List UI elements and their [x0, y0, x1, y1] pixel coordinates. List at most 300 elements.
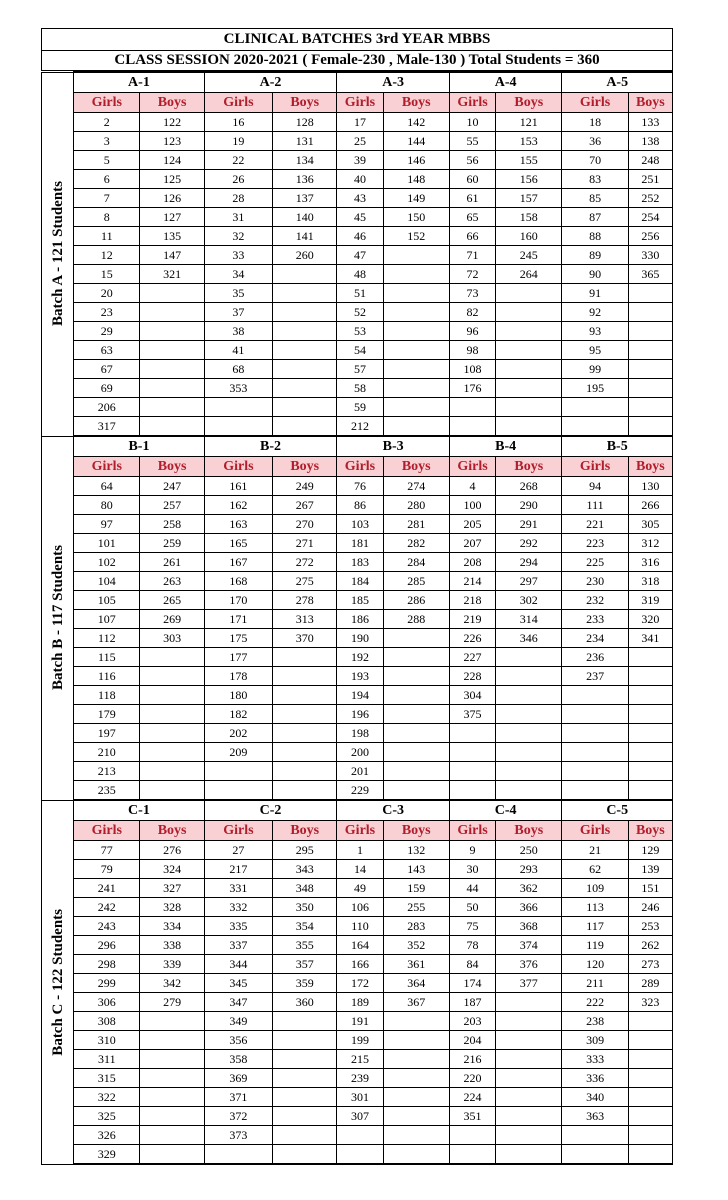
girl-roll-cell: 9	[449, 841, 495, 860]
boy-roll-cell	[496, 648, 562, 667]
boy-roll-cell	[140, 417, 204, 437]
boy-roll-cell: 281	[383, 515, 449, 534]
boy-roll-cell: 132	[383, 841, 449, 860]
table-row	[42, 841, 673, 860]
girl-roll-cell: 191	[337, 1012, 383, 1031]
table-row	[42, 955, 673, 974]
girl-roll-cell	[562, 705, 628, 724]
boy-roll-cell: 288	[383, 610, 449, 629]
girl-roll-cell: 241	[74, 879, 140, 898]
boys-header: Boys	[496, 821, 562, 841]
girl-roll-cell: 184	[337, 572, 383, 591]
boy-roll-cell: 268	[496, 477, 562, 496]
girl-roll-cell: 301	[337, 1088, 383, 1107]
girl-roll-cell: 163	[204, 515, 272, 534]
boy-roll-cell: 377	[496, 974, 562, 993]
boy-roll-cell	[496, 303, 562, 322]
girl-roll-cell: 86	[337, 496, 383, 515]
boy-roll-cell	[273, 1050, 337, 1069]
table-row	[42, 936, 673, 955]
girl-roll-cell: 22	[204, 151, 272, 170]
table-row	[42, 974, 673, 993]
group-name: B-5	[562, 436, 673, 457]
girl-roll-cell: 4	[449, 477, 495, 496]
boys-header: Boys	[140, 93, 204, 113]
girl-roll-cell: 216	[449, 1050, 495, 1069]
boy-roll-cell: 262	[628, 936, 672, 955]
table-row	[42, 322, 673, 341]
girl-roll-cell: 27	[204, 841, 272, 860]
girl-roll-cell: 165	[204, 534, 272, 553]
girl-roll-cell	[449, 743, 495, 762]
girl-roll-cell: 48	[337, 265, 383, 284]
boy-roll-cell: 265	[140, 591, 204, 610]
girl-roll-cell: 197	[74, 724, 140, 743]
table-row	[42, 898, 673, 917]
girl-roll-cell: 225	[562, 553, 628, 572]
boy-roll-cell	[628, 1145, 672, 1165]
boy-roll-cell	[628, 303, 672, 322]
girl-roll-cell: 218	[449, 591, 495, 610]
boy-roll-cell	[496, 1050, 562, 1069]
boy-roll-cell	[273, 360, 337, 379]
girl-roll-cell: 331	[204, 879, 272, 898]
boy-roll-cell: 129	[628, 841, 672, 860]
girls-header: Girls	[562, 821, 628, 841]
boy-roll-cell	[383, 284, 449, 303]
girl-roll-cell: 30	[449, 860, 495, 879]
girl-roll-cell: 67	[74, 360, 140, 379]
girl-roll-cell	[562, 762, 628, 781]
girl-roll-cell: 200	[337, 743, 383, 762]
boy-roll-cell: 318	[628, 572, 672, 591]
boy-roll-cell: 271	[273, 534, 337, 553]
girl-roll-cell: 45	[337, 208, 383, 227]
batch-label-cell	[42, 800, 74, 1164]
girl-roll-cell: 214	[449, 572, 495, 591]
boy-roll-cell	[496, 743, 562, 762]
girl-roll-cell	[204, 398, 272, 417]
boy-roll-cell	[383, 667, 449, 686]
boy-roll-cell	[496, 686, 562, 705]
girl-roll-cell: 307	[337, 1107, 383, 1126]
girl-roll-cell	[562, 1126, 628, 1145]
girl-roll-cell: 326	[74, 1126, 140, 1145]
boy-roll-cell: 148	[383, 170, 449, 189]
boy-roll-cell	[383, 743, 449, 762]
girl-roll-cell: 47	[337, 246, 383, 265]
boy-roll-cell: 137	[273, 189, 337, 208]
girl-roll-cell: 55	[449, 132, 495, 151]
boy-roll-cell	[273, 417, 337, 437]
boy-roll-cell	[496, 1107, 562, 1126]
girl-roll-cell: 340	[562, 1088, 628, 1107]
boy-roll-cell	[496, 322, 562, 341]
boys-header: Boys	[383, 821, 449, 841]
girls-header: Girls	[562, 457, 628, 477]
girl-roll-cell: 17	[337, 113, 383, 132]
boy-roll-cell: 361	[383, 955, 449, 974]
boy-roll-cell: 292	[496, 534, 562, 553]
girl-roll-cell	[449, 417, 495, 437]
boy-roll-cell	[383, 686, 449, 705]
girl-roll-cell: 50	[449, 898, 495, 917]
boys-header: Boys	[140, 821, 204, 841]
table-row	[42, 170, 673, 189]
girls-header: Girls	[204, 457, 272, 477]
girl-roll-cell: 18	[562, 113, 628, 132]
girl-roll-cell: 311	[74, 1050, 140, 1069]
girl-roll-cell: 54	[337, 341, 383, 360]
boy-roll-cell	[628, 705, 672, 724]
boy-roll-cell: 313	[273, 610, 337, 629]
boy-roll-cell	[496, 1031, 562, 1050]
girls-header: Girls	[74, 457, 140, 477]
girl-roll-cell: 372	[204, 1107, 272, 1126]
girl-roll-cell: 183	[337, 553, 383, 572]
boy-roll-cell	[140, 398, 204, 417]
boy-roll-cell	[496, 379, 562, 398]
girl-roll-cell: 243	[74, 917, 140, 936]
boy-roll-cell: 123	[140, 132, 204, 151]
group-name: C-1	[74, 800, 205, 821]
girl-roll-cell: 180	[204, 686, 272, 705]
boy-roll-cell	[383, 1088, 449, 1107]
group-name: A-3	[337, 72, 450, 93]
boy-roll-cell: 248	[628, 151, 672, 170]
girl-roll-cell: 89	[562, 246, 628, 265]
girl-roll-cell: 221	[562, 515, 628, 534]
boy-roll-cell: 153	[496, 132, 562, 151]
girl-roll-cell: 228	[449, 667, 495, 686]
girl-roll-cell: 224	[449, 1088, 495, 1107]
table-row	[42, 417, 673, 437]
group-name: A-1	[74, 72, 205, 93]
girl-roll-cell: 209	[204, 743, 272, 762]
boy-roll-cell: 366	[496, 898, 562, 917]
girl-roll-cell: 202	[204, 724, 272, 743]
girl-roll-cell: 103	[337, 515, 383, 534]
girl-roll-cell: 217	[204, 860, 272, 879]
boy-roll-cell: 362	[496, 879, 562, 898]
girl-roll-cell: 119	[562, 936, 628, 955]
girls-header: Girls	[337, 457, 383, 477]
girl-roll-cell: 80	[74, 496, 140, 515]
boy-roll-cell	[628, 743, 672, 762]
table-row	[42, 379, 673, 398]
girl-roll-cell: 40	[337, 170, 383, 189]
girl-roll-cell: 226	[449, 629, 495, 648]
boy-roll-cell: 146	[383, 151, 449, 170]
girl-roll-cell: 34	[204, 265, 272, 284]
boy-roll-cell	[273, 705, 337, 724]
boy-roll-cell: 140	[273, 208, 337, 227]
table-row	[42, 686, 673, 705]
boy-roll-cell	[628, 322, 672, 341]
boy-roll-cell: 273	[628, 955, 672, 974]
boy-roll-cell	[628, 686, 672, 705]
girl-roll-cell: 178	[204, 667, 272, 686]
girl-roll-cell: 101	[74, 534, 140, 553]
girl-roll-cell: 69	[74, 379, 140, 398]
boy-roll-cell	[383, 417, 449, 437]
girl-roll-cell: 25	[337, 132, 383, 151]
boy-roll-cell: 370	[273, 629, 337, 648]
boy-roll-cell: 144	[383, 132, 449, 151]
girl-roll-cell: 57	[337, 360, 383, 379]
girl-roll-cell	[337, 1126, 383, 1145]
boy-roll-cell: 247	[140, 477, 204, 496]
boy-roll-cell	[273, 341, 337, 360]
girl-roll-cell	[449, 762, 495, 781]
girl-roll-cell: 49	[337, 879, 383, 898]
girl-roll-cell: 8	[74, 208, 140, 227]
girls-header: Girls	[449, 93, 495, 113]
girl-roll-cell: 5	[74, 151, 140, 170]
table-row	[42, 496, 673, 515]
table-row	[42, 132, 673, 151]
boy-roll-cell	[628, 1050, 672, 1069]
girl-roll-cell: 71	[449, 246, 495, 265]
boy-roll-cell	[273, 1088, 337, 1107]
boy-roll-cell	[383, 1050, 449, 1069]
girl-roll-cell: 84	[449, 955, 495, 974]
girl-roll-cell: 108	[449, 360, 495, 379]
girls-header: Girls	[74, 821, 140, 841]
girl-roll-cell: 353	[204, 379, 272, 398]
table-row	[42, 534, 673, 553]
girls-header: Girls	[337, 93, 383, 113]
boy-roll-cell	[383, 341, 449, 360]
boy-roll-cell	[496, 398, 562, 417]
boy-roll-cell: 267	[273, 496, 337, 515]
boy-roll-cell: 263	[140, 572, 204, 591]
boy-roll-cell: 256	[628, 227, 672, 246]
girl-roll-cell: 170	[204, 591, 272, 610]
girl-roll-cell: 76	[337, 477, 383, 496]
boy-roll-cell: 266	[628, 496, 672, 515]
girl-roll-cell: 88	[562, 227, 628, 246]
boy-roll-cell	[383, 1145, 449, 1165]
girl-roll-cell	[562, 1145, 628, 1165]
table-row	[42, 917, 673, 936]
table-row	[42, 113, 673, 132]
group-name: B-3	[337, 436, 450, 457]
table-row	[42, 189, 673, 208]
boy-roll-cell	[628, 1031, 672, 1050]
girl-roll-cell: 198	[337, 724, 383, 743]
boy-roll-cell: 133	[628, 113, 672, 132]
boy-roll-cell	[273, 648, 337, 667]
girl-roll-cell: 199	[337, 1031, 383, 1050]
boy-roll-cell	[496, 762, 562, 781]
table-row	[42, 1107, 673, 1126]
boy-roll-cell: 291	[496, 515, 562, 534]
boy-roll-cell: 368	[496, 917, 562, 936]
girl-roll-cell: 175	[204, 629, 272, 648]
girl-roll-cell: 345	[204, 974, 272, 993]
boy-roll-cell	[140, 322, 204, 341]
girl-roll-cell: 208	[449, 553, 495, 572]
boy-roll-cell	[628, 1107, 672, 1126]
girl-roll-cell: 70	[562, 151, 628, 170]
boy-roll-cell: 280	[383, 496, 449, 515]
girl-roll-cell: 82	[449, 303, 495, 322]
boy-roll-cell	[383, 1107, 449, 1126]
boy-roll-cell	[273, 398, 337, 417]
boy-roll-cell: 278	[273, 591, 337, 610]
girl-roll-cell: 83	[562, 170, 628, 189]
boy-roll-cell: 134	[273, 151, 337, 170]
girl-roll-cell: 64	[74, 477, 140, 496]
girl-roll-cell	[449, 781, 495, 801]
boys-header: Boys	[496, 93, 562, 113]
boy-roll-cell	[383, 629, 449, 648]
boy-roll-cell	[273, 1145, 337, 1165]
girl-roll-cell: 32	[204, 227, 272, 246]
boy-roll-cell: 141	[273, 227, 337, 246]
boys-header: Boys	[273, 93, 337, 113]
boy-roll-cell: 126	[140, 189, 204, 208]
girl-roll-cell: 59	[337, 398, 383, 417]
boy-roll-cell	[273, 1031, 337, 1050]
girl-roll-cell: 375	[449, 705, 495, 724]
girl-roll-cell: 61	[449, 189, 495, 208]
boy-roll-cell	[273, 379, 337, 398]
girl-roll-cell: 299	[74, 974, 140, 993]
girl-roll-cell	[204, 781, 272, 801]
table-row	[42, 151, 673, 170]
boy-roll-cell	[628, 667, 672, 686]
boy-roll-cell: 152	[383, 227, 449, 246]
boy-roll-cell	[273, 781, 337, 801]
girl-roll-cell: 358	[204, 1050, 272, 1069]
boy-roll-cell	[628, 417, 672, 437]
boy-roll-cell	[383, 246, 449, 265]
boy-roll-cell: 350	[273, 898, 337, 917]
girl-roll-cell: 349	[204, 1012, 272, 1031]
boys-header: Boys	[496, 457, 562, 477]
table-row	[42, 341, 673, 360]
girl-roll-cell: 112	[74, 629, 140, 648]
boy-roll-cell: 289	[628, 974, 672, 993]
table-row	[42, 724, 673, 743]
boy-roll-cell	[628, 1126, 672, 1145]
group-name: C-5	[562, 800, 673, 821]
boy-roll-cell: 314	[496, 610, 562, 629]
girl-roll-cell	[449, 724, 495, 743]
table-row	[42, 360, 673, 379]
girl-roll-cell	[562, 743, 628, 762]
girl-roll-cell: 95	[562, 341, 628, 360]
girl-roll-cell: 28	[204, 189, 272, 208]
boy-roll-cell: 274	[383, 477, 449, 496]
boy-roll-cell	[496, 417, 562, 437]
boy-roll-cell	[273, 686, 337, 705]
boy-roll-cell: 359	[273, 974, 337, 993]
girl-roll-cell: 79	[74, 860, 140, 879]
boy-roll-cell: 360	[273, 993, 337, 1012]
girl-roll-cell: 161	[204, 477, 272, 496]
table-row	[42, 993, 673, 1012]
boy-roll-cell	[140, 303, 204, 322]
group-name: A-4	[449, 72, 562, 93]
girl-roll-cell: 33	[204, 246, 272, 265]
girl-roll-cell: 110	[337, 917, 383, 936]
header-table	[41, 28, 673, 71]
girl-roll-cell: 91	[562, 284, 628, 303]
boy-roll-cell: 261	[140, 553, 204, 572]
girl-roll-cell: 222	[562, 993, 628, 1012]
girl-roll-cell: 298	[74, 955, 140, 974]
girl-roll-cell: 203	[449, 1012, 495, 1031]
girl-roll-cell: 63	[74, 341, 140, 360]
girl-roll-cell: 29	[74, 322, 140, 341]
boy-roll-cell	[273, 265, 337, 284]
boy-roll-cell	[496, 1088, 562, 1107]
batch-label-cell	[42, 436, 74, 800]
boy-roll-cell: 338	[140, 936, 204, 955]
boy-roll-cell: 293	[496, 860, 562, 879]
girl-roll-cell: 201	[337, 762, 383, 781]
girl-roll-cell: 196	[337, 705, 383, 724]
boy-roll-cell: 252	[628, 189, 672, 208]
boy-roll-cell	[628, 379, 672, 398]
girl-roll-cell: 94	[562, 477, 628, 496]
girl-roll-cell: 373	[204, 1126, 272, 1145]
boy-roll-cell	[628, 360, 672, 379]
girl-roll-cell: 15	[74, 265, 140, 284]
boy-roll-cell	[383, 648, 449, 667]
girl-roll-cell: 242	[74, 898, 140, 917]
girl-roll-cell: 90	[562, 265, 628, 284]
girl-roll-cell: 53	[337, 322, 383, 341]
boy-roll-cell	[496, 1012, 562, 1031]
girl-roll-cell: 3	[74, 132, 140, 151]
table-row	[42, 246, 673, 265]
table-row	[42, 1069, 673, 1088]
girl-roll-cell: 38	[204, 322, 272, 341]
boy-roll-cell	[383, 303, 449, 322]
group-name: B-1	[74, 436, 205, 457]
girl-roll-cell: 168	[204, 572, 272, 591]
boy-roll-cell	[273, 1126, 337, 1145]
boy-roll-cell	[140, 686, 204, 705]
table-row	[42, 1145, 673, 1165]
girl-roll-cell: 332	[204, 898, 272, 917]
boy-roll-cell	[140, 667, 204, 686]
girl-roll-cell	[204, 417, 272, 437]
boy-roll-cell: 130	[628, 477, 672, 496]
girl-roll-cell: 51	[337, 284, 383, 303]
girl-roll-cell	[204, 1145, 272, 1165]
table-row	[42, 1012, 673, 1031]
boy-roll-cell: 125	[140, 170, 204, 189]
boy-roll-cell: 264	[496, 265, 562, 284]
girl-roll-cell: 176	[449, 379, 495, 398]
gender-header-row	[42, 457, 673, 477]
boy-roll-cell	[273, 743, 337, 762]
group-header-row	[42, 436, 673, 457]
girl-roll-cell: 371	[204, 1088, 272, 1107]
table-row	[42, 781, 673, 801]
girl-roll-cell: 207	[449, 534, 495, 553]
boy-roll-cell: 302	[496, 591, 562, 610]
boy-roll-cell	[383, 322, 449, 341]
girl-roll-cell: 52	[337, 303, 383, 322]
girl-roll-cell: 21	[562, 841, 628, 860]
girl-roll-cell: 309	[562, 1031, 628, 1050]
